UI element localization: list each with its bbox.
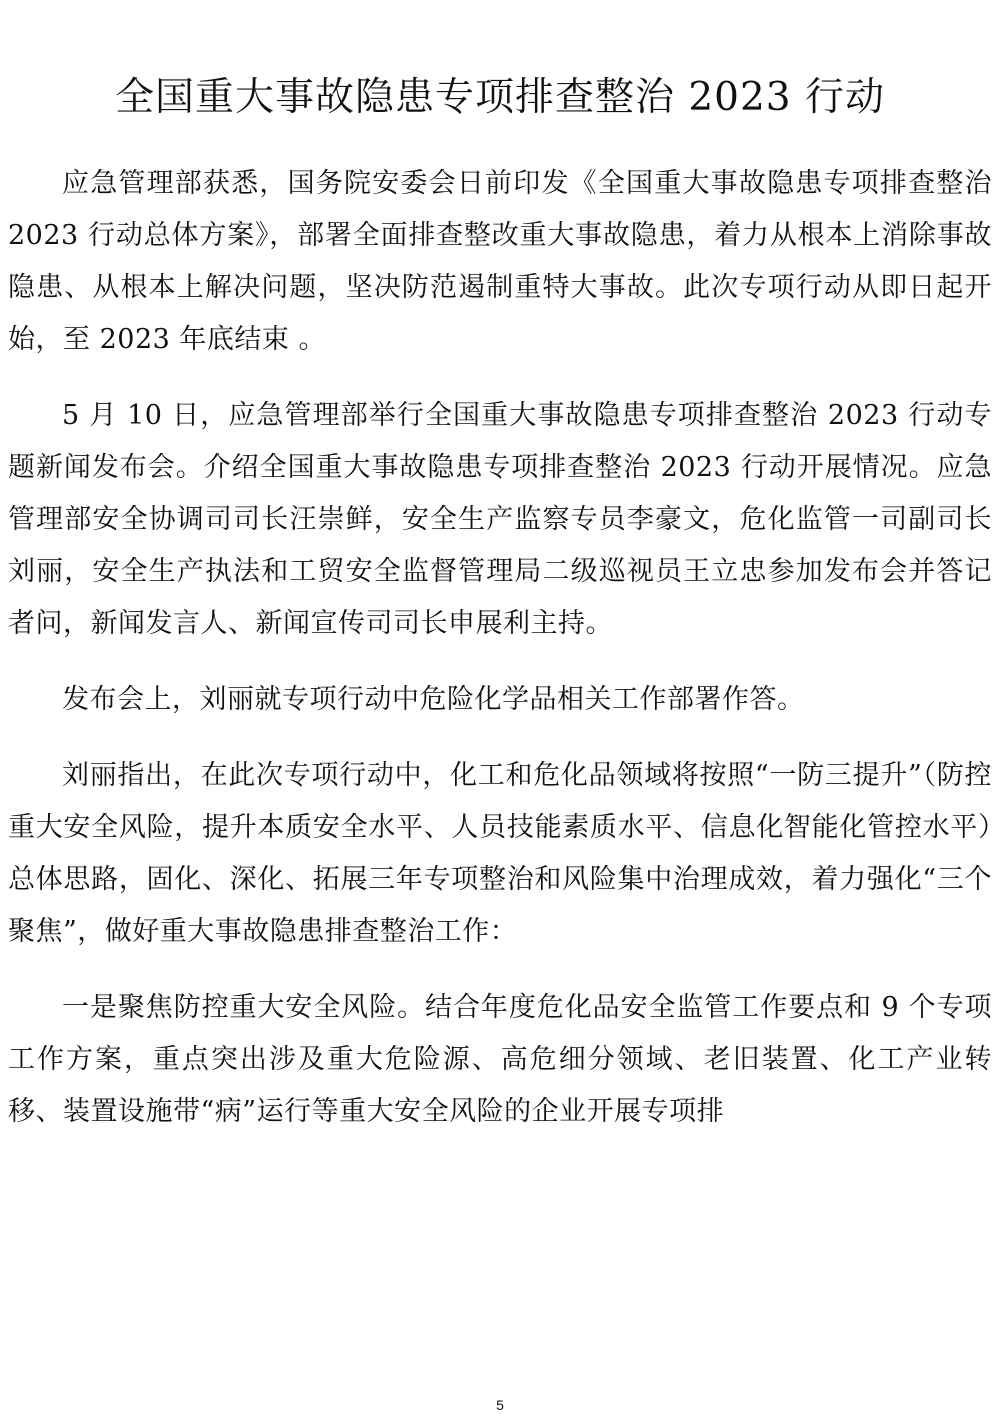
paragraph: 5 月 10 日，应急管理部举行全国重大事故隐患专项排查整治 2023 行动专题新闻发布会。介绍全国重大事故隐患专项排查整治 2023 行动开展情况。应急管理部安全协调司司长汪崇鲜，安全生产监察专员李豪文，危化监管一司副司长刘丽，安全生产执法和工贸安全监督管理局二级巡视员王立忠参加发布会并答记者问，新闻发言人、新闻宣传司司长申展利主持。 xyxy=(8,400,992,639)
document-title: 全国重大事故隐患专项排查整治 2023 行动 xyxy=(114,75,886,120)
paragraph: 刘丽指出，在此次专项行动中，化工和危化品领域将按照“一防三提升”（防控重大安全风险，提升本质安全水平、人员技能素质水平、信息化智能化管控水平）总体思路，固化、深化、拓展三年专项整治和风险集中治理成效，着力强化“三个聚焦”，做好重大事故隐患排查整治工作： xyxy=(8,760,992,947)
paragraph: 应急管理部获悉，国务院安委会日前印发《全国重大事故隐患专项排查整治 2023 行动总体方案》，部署全面排查整改重大事故隐患，着力从根本上消除事故隐患、从根本上解决问题，坚决防范遏制重特大事故。此次专项行动从即日起开始，至 2023 年底结束 。 xyxy=(8,168,992,355)
paragraph: 一是聚焦防控重大安全风险。结合年度危化品安全监管工作要点和 9 个专项工作方案，重点突出涉及重大危险源、高危细分领域、老旧装置、化工产业转移、装置设施带“病”运行等重大安全风险的企业开展专项排 xyxy=(8,992,992,1127)
page-number: 5 xyxy=(496,1397,504,1413)
paragraph-gap xyxy=(8,726,992,750)
paragraph: 发布会上，刘丽就专项行动中危险化学品相关工作部署作答。 xyxy=(62,684,805,715)
paragraph-gap xyxy=(8,958,992,982)
paragraph-gap xyxy=(8,366,992,390)
document-body xyxy=(8,158,992,1138)
paragraph-gap xyxy=(8,650,992,674)
